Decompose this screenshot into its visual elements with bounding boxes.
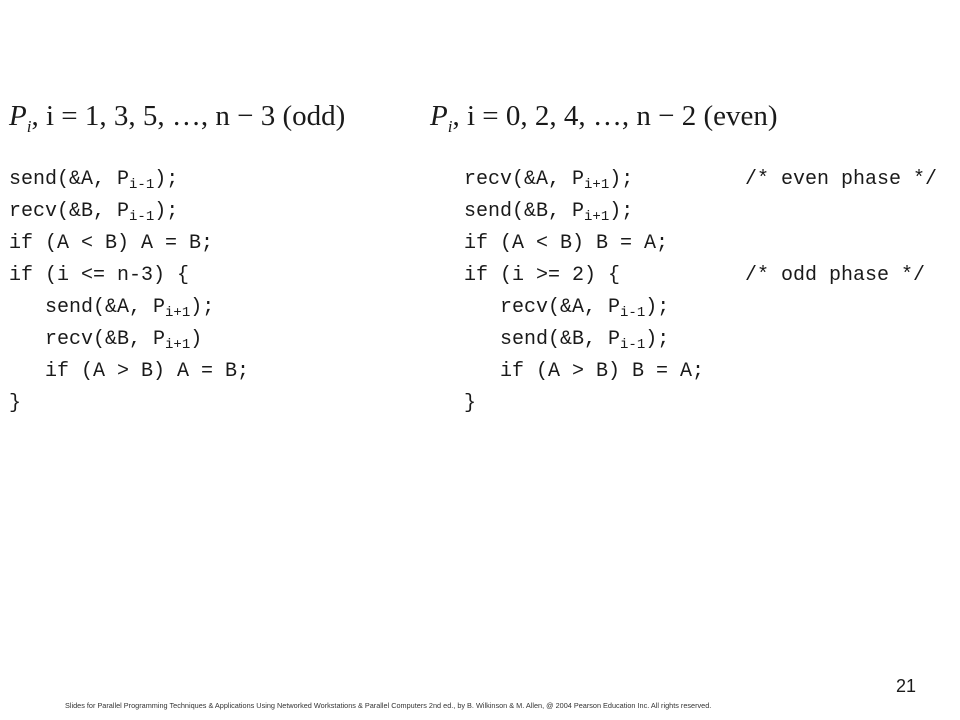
even-phase-comment: /* even phase */ <box>745 168 938 191</box>
heading-process-symbol: P <box>430 100 448 132</box>
code-line: recv(&A, $P_{i-1}$); <box>476 296 670 321</box>
code-line: if (A > B) B = A; <box>476 360 705 383</box>
heading-process-symbol: P <box>9 100 27 132</box>
code-line: send(&A, $P_{i-1}$); <box>9 168 179 193</box>
code-line: if (A > B) A = B; <box>21 360 250 383</box>
code-line: recv(&B, $P_{i-1}$); <box>9 200 179 225</box>
heading-process-index: i <box>26 116 32 136</box>
heading-process-index: i <box>447 116 453 136</box>
code-line: if (i <= n-3) { <box>9 264 190 287</box>
code-line: recv(&B, $P_{i+1}$) <box>21 328 203 353</box>
heading-index-range: , i = 0, 2, 4, …, n − 2 (even) <box>452 100 778 132</box>
even-process-heading <box>430 100 778 137</box>
code-line: send(&B, $P_{i+1}$); <box>464 200 634 225</box>
page-number: 21 <box>895 676 916 696</box>
odd-process-heading <box>9 100 345 137</box>
odd-phase-comment: /* odd phase */ <box>745 264 926 287</box>
code-line: if (A < B) A = B; <box>9 232 214 255</box>
heading-index-range: , i = 1, 3, 5, …, n − 3 (odd) <box>31 100 346 132</box>
code-line: send(&A, $P_{i+1}$); <box>21 296 215 321</box>
footer-copyright: Slides for Parallel Programming Techniques & Applications Using Networked Workstations & Parallel Computers 2nd ed., by B. Wilkinson & M. Allen, @ 2004 Pearson Education Inc. All rights reserved. <box>65 701 712 710</box>
code-line: if (A < B) B = A; <box>464 232 669 255</box>
code-line: } <box>464 392 477 415</box>
code-line: } <box>9 392 22 415</box>
code-line: if (i >= 2) { <box>464 264 621 287</box>
code-line: recv(&A, $P_{i+1}$); <box>464 168 634 193</box>
code-line: send(&B, $P_{i-1}$); <box>476 328 670 353</box>
